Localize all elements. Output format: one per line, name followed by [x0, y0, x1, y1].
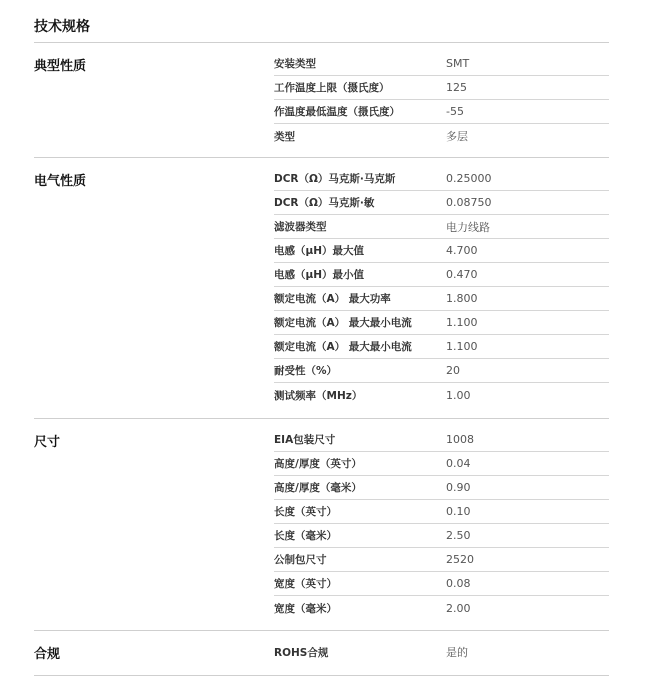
spec-row — [274, 572, 609, 596]
section-typical-properties — [34, 43, 609, 158]
spec-row — [274, 124, 609, 148]
spec-row — [274, 191, 609, 215]
spec-value: 0.10 — [446, 505, 471, 518]
spec-row — [274, 596, 609, 620]
spec-row — [274, 428, 609, 452]
spec-rows — [274, 167, 609, 407]
spec-row — [274, 263, 609, 287]
spec-label: 额定电流（A） 最大最小电流 — [274, 317, 412, 329]
spec-value: 1.100 — [446, 316, 478, 329]
section-title: 电气性质 — [34, 174, 87, 189]
spec-value: 1.100 — [446, 340, 478, 353]
spec-row — [274, 287, 609, 311]
spec-value: 0.08750 — [446, 196, 492, 209]
spec-label: DCR（Ω）马克斯·马克斯 — [274, 173, 396, 185]
spec-row — [274, 359, 609, 383]
spec-row — [274, 500, 609, 524]
page-title: 技术规格 — [34, 19, 90, 35]
spec-label: EIA包装尺寸 — [274, 434, 336, 446]
spec-value: 0.25000 — [446, 172, 492, 185]
spec-value: 多层 — [446, 130, 468, 143]
spec-label: 额定电流（A） 最大功率 — [274, 293, 391, 305]
spec-value: 1.800 — [446, 292, 478, 305]
spec-label: 安装类型 — [274, 58, 316, 70]
spec-label: 宽度（毫米） — [274, 602, 337, 615]
spec-row — [274, 311, 609, 335]
spec-value: SMT — [446, 57, 470, 70]
spec-row — [274, 100, 609, 124]
spec-rows — [274, 52, 609, 148]
section-electrical-properties — [34, 158, 609, 419]
spec-value: 2520 — [446, 553, 474, 566]
spec-label: 电感（μH）最大值 — [274, 245, 365, 257]
spec-label: 类型 — [274, 130, 295, 143]
spec-label: 宽度（英寸） — [274, 578, 337, 590]
spec-value: 2.00 — [446, 601, 471, 615]
spec-value: 2.50 — [446, 529, 471, 542]
spec-value: 0.04 — [446, 457, 471, 470]
spec-row — [274, 167, 609, 191]
spec-rows — [274, 640, 609, 664]
spec-value: 0.470 — [446, 268, 478, 281]
spec-label: ROHS合规 — [274, 646, 329, 659]
spec-row — [274, 476, 609, 500]
spec-value: 电力线路 — [446, 220, 490, 234]
spec-row — [274, 640, 609, 664]
spec-row — [274, 76, 609, 100]
section-title: 合规 — [34, 647, 61, 662]
spec-value: 125 — [446, 81, 467, 94]
spec-row — [274, 215, 609, 239]
spec-value: 1.00 — [446, 388, 471, 402]
spec-label: 公制包尺寸 — [274, 554, 327, 566]
spec-value: -55 — [446, 105, 464, 118]
spec-value: 1008 — [446, 433, 474, 446]
spec-label: 作温度最低温度（摄氏度） — [274, 106, 400, 118]
spec-row — [274, 452, 609, 476]
spec-row — [274, 52, 609, 76]
section-dimensions — [34, 419, 609, 631]
section-compliance — [34, 631, 609, 676]
spec-row — [274, 335, 609, 359]
spec-row — [274, 524, 609, 548]
spec-value: 0.90 — [446, 481, 471, 494]
spec-value: 是的 — [446, 646, 468, 659]
spec-row — [274, 239, 609, 263]
spec-label: 电感（μH）最小值 — [274, 269, 365, 281]
section-title: 尺寸 — [34, 435, 61, 450]
spec-label: 高度/厚度（毫米） — [274, 482, 362, 494]
spec-label: 测试频率（MHz） — [274, 389, 363, 402]
spec-label: 额定电流（A） 最大最小电流 — [274, 341, 412, 353]
spec-row — [274, 548, 609, 572]
spec-label: 长度（英寸） — [274, 506, 337, 518]
spec-value: 20 — [446, 364, 460, 377]
spec-value: 0.08 — [446, 577, 471, 590]
spec-label: 工作温度上限（摄氏度） — [274, 82, 390, 94]
spec-label: 高度/厚度（英寸） — [274, 458, 362, 470]
spec-label: 滤波器类型 — [274, 221, 327, 233]
spec-row — [274, 383, 609, 407]
spec-rows — [274, 428, 609, 620]
spec-value: 4.700 — [446, 244, 478, 257]
section-title: 典型性质 — [34, 59, 87, 74]
spec-label: DCR（Ω）马克斯·敏 — [274, 197, 375, 209]
spec-label: 长度（毫米） — [274, 530, 337, 542]
spec-label: 耐受性（%） — [274, 365, 338, 377]
